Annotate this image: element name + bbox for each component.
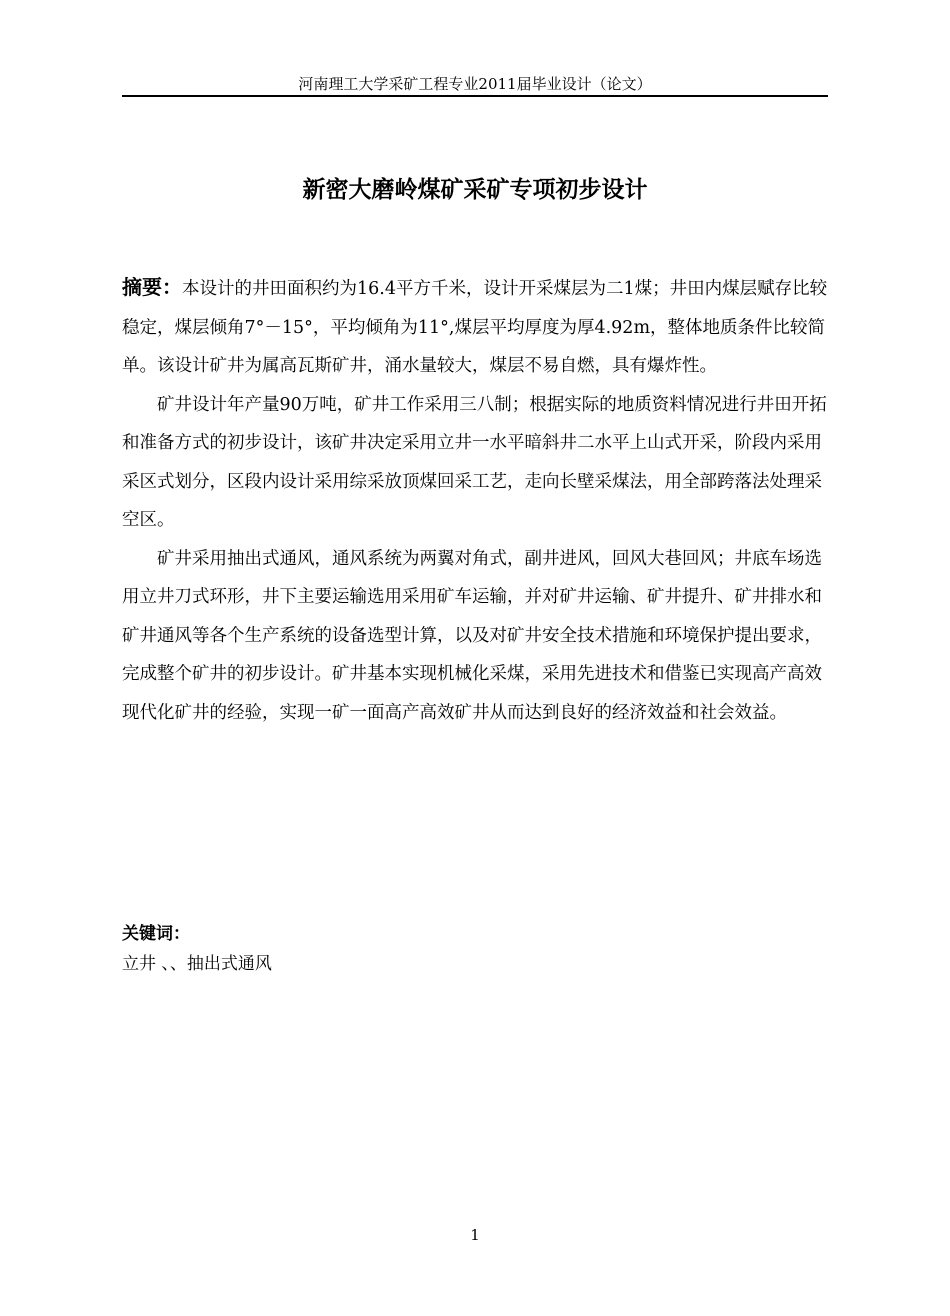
abstract-section <box>122 268 834 732</box>
abstract-paragraph-2: 矿井设计年产量90万吨，矿井工作采用三八制；根据实际的地质资料情况进行井田开拓和准备方式的初步设计，该矿井决定采用立井一水平暗斜井二水平上山式开采，阶段内采用采区式划分，区段内设计采用综采放顶煤回采工艺，走向长壁采煤法，用全部跨落法处理采空区。 <box>122 394 827 530</box>
header-rule <box>122 95 828 97</box>
page-number: 1 <box>470 1226 480 1244</box>
keywords-label: 关键词： <box>122 924 190 944</box>
abstract-label: 摘要： <box>122 275 182 299</box>
abstract-paragraph-1-text: 本设计的井田面积约为16.4平方千米，设计开采煤层为二1煤；井田内煤层赋存比较稳定，煤层倾角7°－15°，平均倾角为11°,煤层平均厚度为厚4.92m，整体地质条件比较简单。该设计矿井为属高瓦斯矿井，涌水量较大，煤层不易自燃，具有爆炸性。 <box>122 279 828 376</box>
keywords-value: 立井 、、抽出式通风 <box>122 954 272 974</box>
abstract-paragraph-3: 矿井采用抽出式通风，通风系统为两翼对角式，副井进风，回风大巷回风；井底车场选用立井刀式环形，井下主要运输选用采用矿车运输，并对矿井运输、矿井提升、矿井排水和矿井通风等各个生产系统的设备选型计算，以及对矿井安全技术措施和环境保护提出要求，完成整个矿井的初步设计。矿井基本实现机械化采煤，采用先进技术和借鉴已实现高产高效现代化矿井的经验，实现一矿一面高产高效矿井从而达到良好的经济效益和社会效益。 <box>122 548 822 723</box>
document-title: 新密大磨岭煤矿采矿专项初步设计 <box>302 177 648 203</box>
abstract-paragraph-1 <box>122 268 834 386</box>
running-header: 河南理工大学采矿工程专业2011届毕业设计（论文） <box>298 75 652 93</box>
